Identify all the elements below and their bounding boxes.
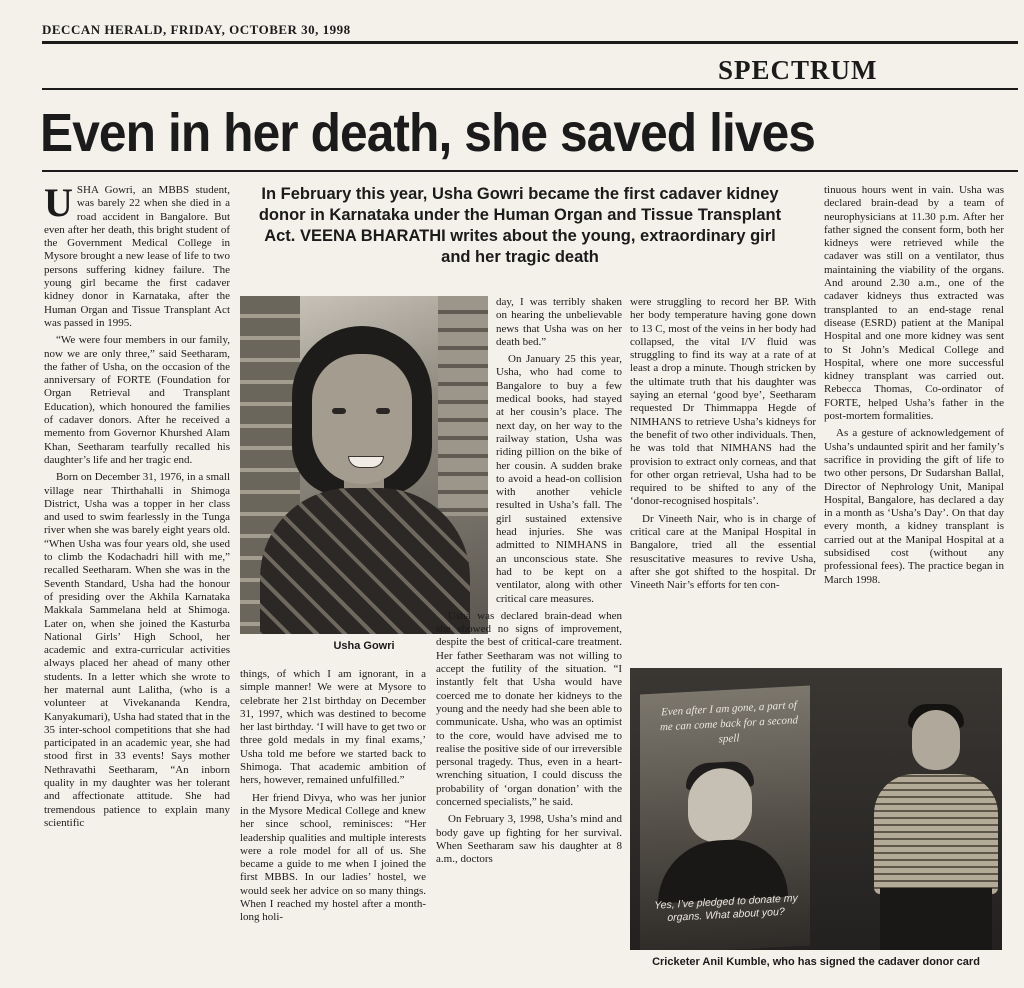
donor-poster: [640, 686, 810, 950]
headline-rule: [42, 170, 1018, 172]
poster-quote: Even after I am gone, a part of me can come back for a second spell: [659, 699, 799, 746]
photo-caption-usha: Usha Gowri: [333, 640, 395, 652]
col5-paragraph-1: tinuous hours went in vain. Usha was declared brain-dead by a team of neurophysicians at 11.30 p.m. After her father signed the consent form, both her kidneys were retrieved while the cadaver was still on a ventilator, thus maintaining the viability of the organs. And around 2.30 a.m., one of the cadaver kidneys thus extracted was transplanted to an end-stage renal disease (ESRD) patient at the Manipal Hospital and one more kidney was sent to St John’s Medical College and Hospital, where one more successful kidney transplant was carried out. Rebecca Thomas, Co-ordinator of FORTE, helped Usha’s father in the post-mortem formalities.: [824, 184, 1004, 423]
article-column-4: [630, 296, 816, 656]
col1-paragraph-3: Born on December 31, 1976, in a small village near Thirthahalli in Shimoga District, Usha was a topper in her class and used to swim fearlessly in the Tunga river when she was barely eight years old. “When Usha was four years old, she used to climb the Kodachadri hill with me,” recalled Seetharam. When she was in the Seventh Standard, Usha had the honour of presiding over the Akhila Karnataka Makkala Sammelana held at Shimoga. Later on, when she joined the Kasturba National Girls’ High School, her academic and extra-curricular activities always placed her ahead of many other students. In a letter which she wrote to her maternal aunt Lalitha, (who is a volunteer at Vivekananda Kendra, Kanyakumari), Usha had stated that in the 35 inter-school competitions that she had participated in an academic year, she had stood first in 33 events! Says mother Nethravathi Seetharam, “An inborn quality in my daughter was her tolerant and affectionate attitude. She had tremendous patience to explain many scientific: [44, 471, 230, 829]
seated-man: [870, 704, 1002, 950]
col3-paragraph-3: Usha was declared brain-dead when she showed no signs of improvement, despite the best of critical-care treatment. Her father Seetharam was not willing to accept the futility of the situation. “I instantly felt that Usha would have coerced me to donate her kidneys to the young and the needy had she been able to communicate. Usha, who was an optimist to the core, would have advised me to realise the positive side of our irreversible personal tragedy. Thus, even in a heart-wrenching situation, I could discuss the probability of ‘organ donation’ with the concerned specialists,” he said.: [436, 609, 622, 808]
standfirst: In February this year, Usha Gowri became the first cadaver kidney donor in Karnataka under the Human Organ and Tissue Transplant Act. VEENA BHARATHI writes about the young, extraordinary girl and her tragic death: [258, 185, 782, 266]
section-title: SPECTRUM: [718, 55, 878, 85]
col1-paragraph-2: “We were four members in our family, now we are only three,” said Seetharam, the father of Usha, on the occasion of the anniversary of FORTE (Foundation for Organ Retrieval and Transplant Education), which honoured the families of cadaver donors. After he received a memento from Governor Khurshed Alam Khan, Seetharam tearfully recalled his daughter’s life and her tragic end.: [44, 334, 230, 466]
col5-paragraph-2: As a gesture of acknowledgement of Usha’s undaunted spirit and her family’s sacrifice in providing the gift of life to two other persons, Dr Sudarshan Ballal, Director of Nephrology Unit, Manipal Hospital, Bangalore, has declared a day in a month as ‘Usha’s Day’. On that day every month, a kidney transplant is carried out at the Manipal Hospital at a subsidised cost (without any professional fees). The practice began in March 1998.: [824, 427, 1004, 586]
article-column-1: [44, 184, 230, 974]
article-column-5: [824, 184, 1004, 656]
col4-paragraph-1: were struggling to record her BP. With her body temperature having gone down to 13 C, most of the veins in her body had collapsed, the vital I/V fluid was struggling to find its way at a rate of at least a drop a minute. Though stricken by the ultimate truth that his daughter was saying an eternal ‘good bye’, Seetharam requested Dr Thimmappa Hegde of NIMHANS to retrieve Usha’s kidneys for the benefit of two other individuals. Then, he was told that NIMHANS had the provision to extract only corneas, and that for other organ retrieval, Usha had to be required to be shifted to any of the ‘donor-recognised hospitals’.: [630, 296, 816, 508]
col3-paragraph-1: day, I was terribly shaken on hearing the unbelievable news that Usha was on her death bed.”: [496, 296, 622, 348]
drop-cap: U: [44, 184, 73, 225]
headline: Even in her death, she saved lives: [40, 103, 816, 163]
col2-paragraph-2: Her friend Divya, who was her junior in the Mysore Medical College and knew her since school, reminisces: “Her leadership qualities and multiple interests were a role model for all of us. She became a guide to me when I joined the first MBBS. In our ladies’ hostel, we would seek her advice on so many things. When I reached my hostel after a month-long holi-: [240, 791, 426, 924]
photo-anil-kumble: [630, 668, 1002, 950]
article-column-3: [436, 296, 622, 974]
photo-caption-kumble: Cricketer Anil Kumble, who has signed the cadaver donor card: [652, 956, 980, 968]
section-rule: [42, 88, 1018, 90]
col2-paragraph-1: things, of which I am ignorant, in a simple manner! We were at Mysore to celebrate her 21st birthday on December 31, 1997, which was destined to become her last birthday. ‘I will have to get two or three gold medals in my final exams,’ Usha told me before we started back to Shimoga. That academic ambition of hers, however, remained unfulfilled.”: [240, 668, 426, 787]
col1-paragraph-1: SHA Gowri, an MBBS student, was barely 22 when she died in a road accident in Bangalore. But even after her death, this bright student of the Government Medical College in Mysore brought a new lease of life to two persons suffering kidney failure. The young girl became the first cadaver kidney donor in Karnataka, after the Human Organ and Tissue Transplant Act was passed in 1995.: [44, 184, 230, 329]
top-rule: [42, 41, 1018, 44]
dateline: DECCAN HERALD, FRIDAY, OCTOBER 30, 1998: [42, 22, 351, 37]
col3-paragraph-4: On February 3, 1998, Usha’s mind and body gave up fighting for her survival. When Seetharam saw his daughter at 8 a.m., doctors: [436, 813, 622, 866]
col3-paragraph-2: On January 25 this year, Usha, who had come to Bangalore to buy a few medical books, had stayed at her cousin’s place. The next day, on her way to the railway station, Usha was riding pillion on the bike of her cousin. A sudden brake to avoid a head-on collision with another vehicle resulted in Usha’s fall. The girl sustained extensive head injuries. She was admitted to NIMHANS in an unconscious state. She had to be kept on a ventilator, along with other critical care measures.: [496, 353, 622, 605]
col4-paragraph-2: Dr Vineeth Nair, who is in charge of critical care at the Manipal Hospital in Bangalore, tried all the essential resuscitative measures to revive Usha, after she got shifted to the hospital. Dr Vineeth Nair’s efforts for ten con-: [630, 512, 816, 592]
article-column-2: [240, 668, 426, 974]
poster-pledge: Yes, I’ve pledged to donate my organs. What about you?: [654, 892, 798, 925]
